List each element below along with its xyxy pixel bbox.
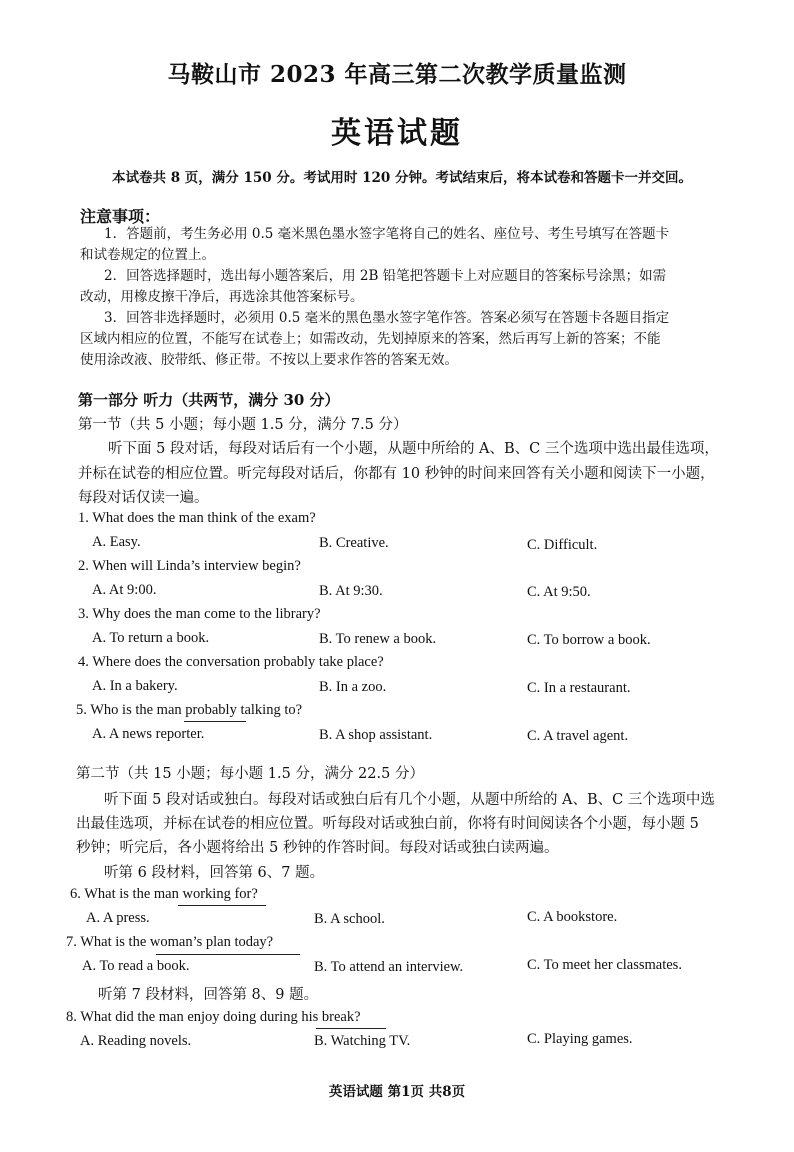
pen-underline [178,905,266,906]
material-note: 听第 6 段材料，回答第 6、7 题。 [104,865,325,881]
section1-instructions: 听下面 5 段对话，每段对话后有一个小题，从题中所给的 A、B、C 三个选项中选出最佳选项， [108,441,719,457]
option-a: A. A press. [86,910,150,926]
notice-line: 和试卷规定的位置上。 [80,247,215,263]
notice-heading: 注意事项： [80,207,161,226]
page-footer: 英语试题 第1页 共8页 [328,1084,466,1100]
section2-instructions: 听下面 5 段对话或独白。每段对话或独白后有几个小题，从题中所给的 A、B、C 三个选项中选 [104,792,715,808]
section2-instructions: 出最佳选项，并标在试卷的相应位置。听每段对话或独白前，你将有时间阅读各个小题，每小题 5 [76,816,699,832]
question-text: 7. What is the woman’s plan today? [66,934,274,950]
option-b: B. A shop assistant. [319,727,433,743]
option-b: B. Watching TV. [314,1033,411,1049]
option-c: C. Playing games. [527,1031,633,1047]
option-a: A. In a bakery. [92,678,178,694]
question-text: 3. Why does the man come to the library? [78,606,321,622]
section2-heading: 第二节（共 15 小题；每小题 1.5 分，满分 22.5 分） [76,766,424,782]
notice-line: 区域内相应的位置，不能写在试卷上；如需改动，先划掉原来的答案，然后再写上新的答案；不能 [80,331,661,347]
section1-instructions: 并标在试卷的相应位置。听完每段对话后，你都有 10 秒钟的时间来回答有关小题和阅读下一小题， [78,466,715,482]
pen-underline [184,721,246,722]
option-a: A. A news reporter. [92,726,205,742]
pen-underline [316,1028,386,1029]
question-text: 8. What did the man enjoy doing during his break? [66,1009,361,1025]
option-b: B. A school. [314,911,385,927]
question-text: 2. When will Linda’s interview begin? [78,558,301,574]
option-c: C. At 9:50. [527,584,591,600]
option-c: C. A travel agent. [527,728,629,744]
option-b: B. In a zoo. [319,679,387,695]
notice-line: 3．回答非选择题时，必须用 0.5 毫米的黑色墨水签字笔作答。答案必须写在答题卡各题目指定 [104,310,670,326]
section1-instructions: 每段对话仅读一遍。 [78,490,209,506]
question-text: 1. What does the man think of the exam? [78,510,316,526]
option-c: C. In a restaurant. [527,680,631,696]
option-b: B. To attend an interview. [314,959,464,975]
option-c: C. Difficult. [527,537,598,553]
option-c: C. To meet her classmates. [527,957,682,973]
option-b: B. Creative. [319,535,389,551]
option-a: A. Easy. [92,534,141,550]
material-note: 听第 7 段材料，回答第 8、9 题。 [98,987,319,1003]
question-text: 5. Who is the man probably talking to? [76,702,303,718]
pen-underline [156,954,300,955]
option-a: A. To read a book. [82,958,190,974]
part1-heading: 第一部分 听力（共两节，满分 30 分） [78,391,340,409]
question-text: 4. Where does the conversation probably take place? [78,654,384,670]
option-a: A. Reading novels. [80,1033,192,1049]
notice-line: 改动，用橡皮擦干净后，再选涂其他答案标号。 [80,289,364,305]
section2-instructions: 秒钟；听完后，各小题将给出 5 秒钟的作答时间。每段对话或独白读两遍。 [76,840,559,856]
subject-title: 英语试题 [331,116,463,151]
section1-heading: 第一节（共 5 小题；每小题 1.5 分，满分 7.5 分） [78,417,408,433]
option-c: C. To borrow a book. [527,632,651,648]
option-c: C. A bookstore. [527,909,618,925]
option-b: B. At 9:30. [319,583,383,599]
option-a: A. At 9:00. [92,582,157,598]
notice-line: 2．回答选择题时，选出每小题答案后，用 2B 铅笔把答题卡上对应题目的答案标号涂黑；如需 [104,268,667,284]
option-a: A. To return a book. [92,630,210,646]
question-text: 6. What is the man working for? [70,886,258,902]
notice-line: 使用涂改液、胶带纸、修正带。不按以上要求作答的答案无效。 [80,352,458,368]
notice-line: 1．答题前，考生务必用 0.5 毫米黑色墨水签字笔将自己的姓名、座位号、考生号填写在答题卡 [104,226,670,242]
exam-title: 马鞍山市 2023 年高三第二次教学质量监测 [167,61,627,88]
option-b: B. To renew a book. [319,631,437,647]
exam-intro: 本试卷共 8 页，满分 150 分。考试用时 120 分钟。考试结束后，将本试卷和答题卡一并交回。 [112,170,692,186]
